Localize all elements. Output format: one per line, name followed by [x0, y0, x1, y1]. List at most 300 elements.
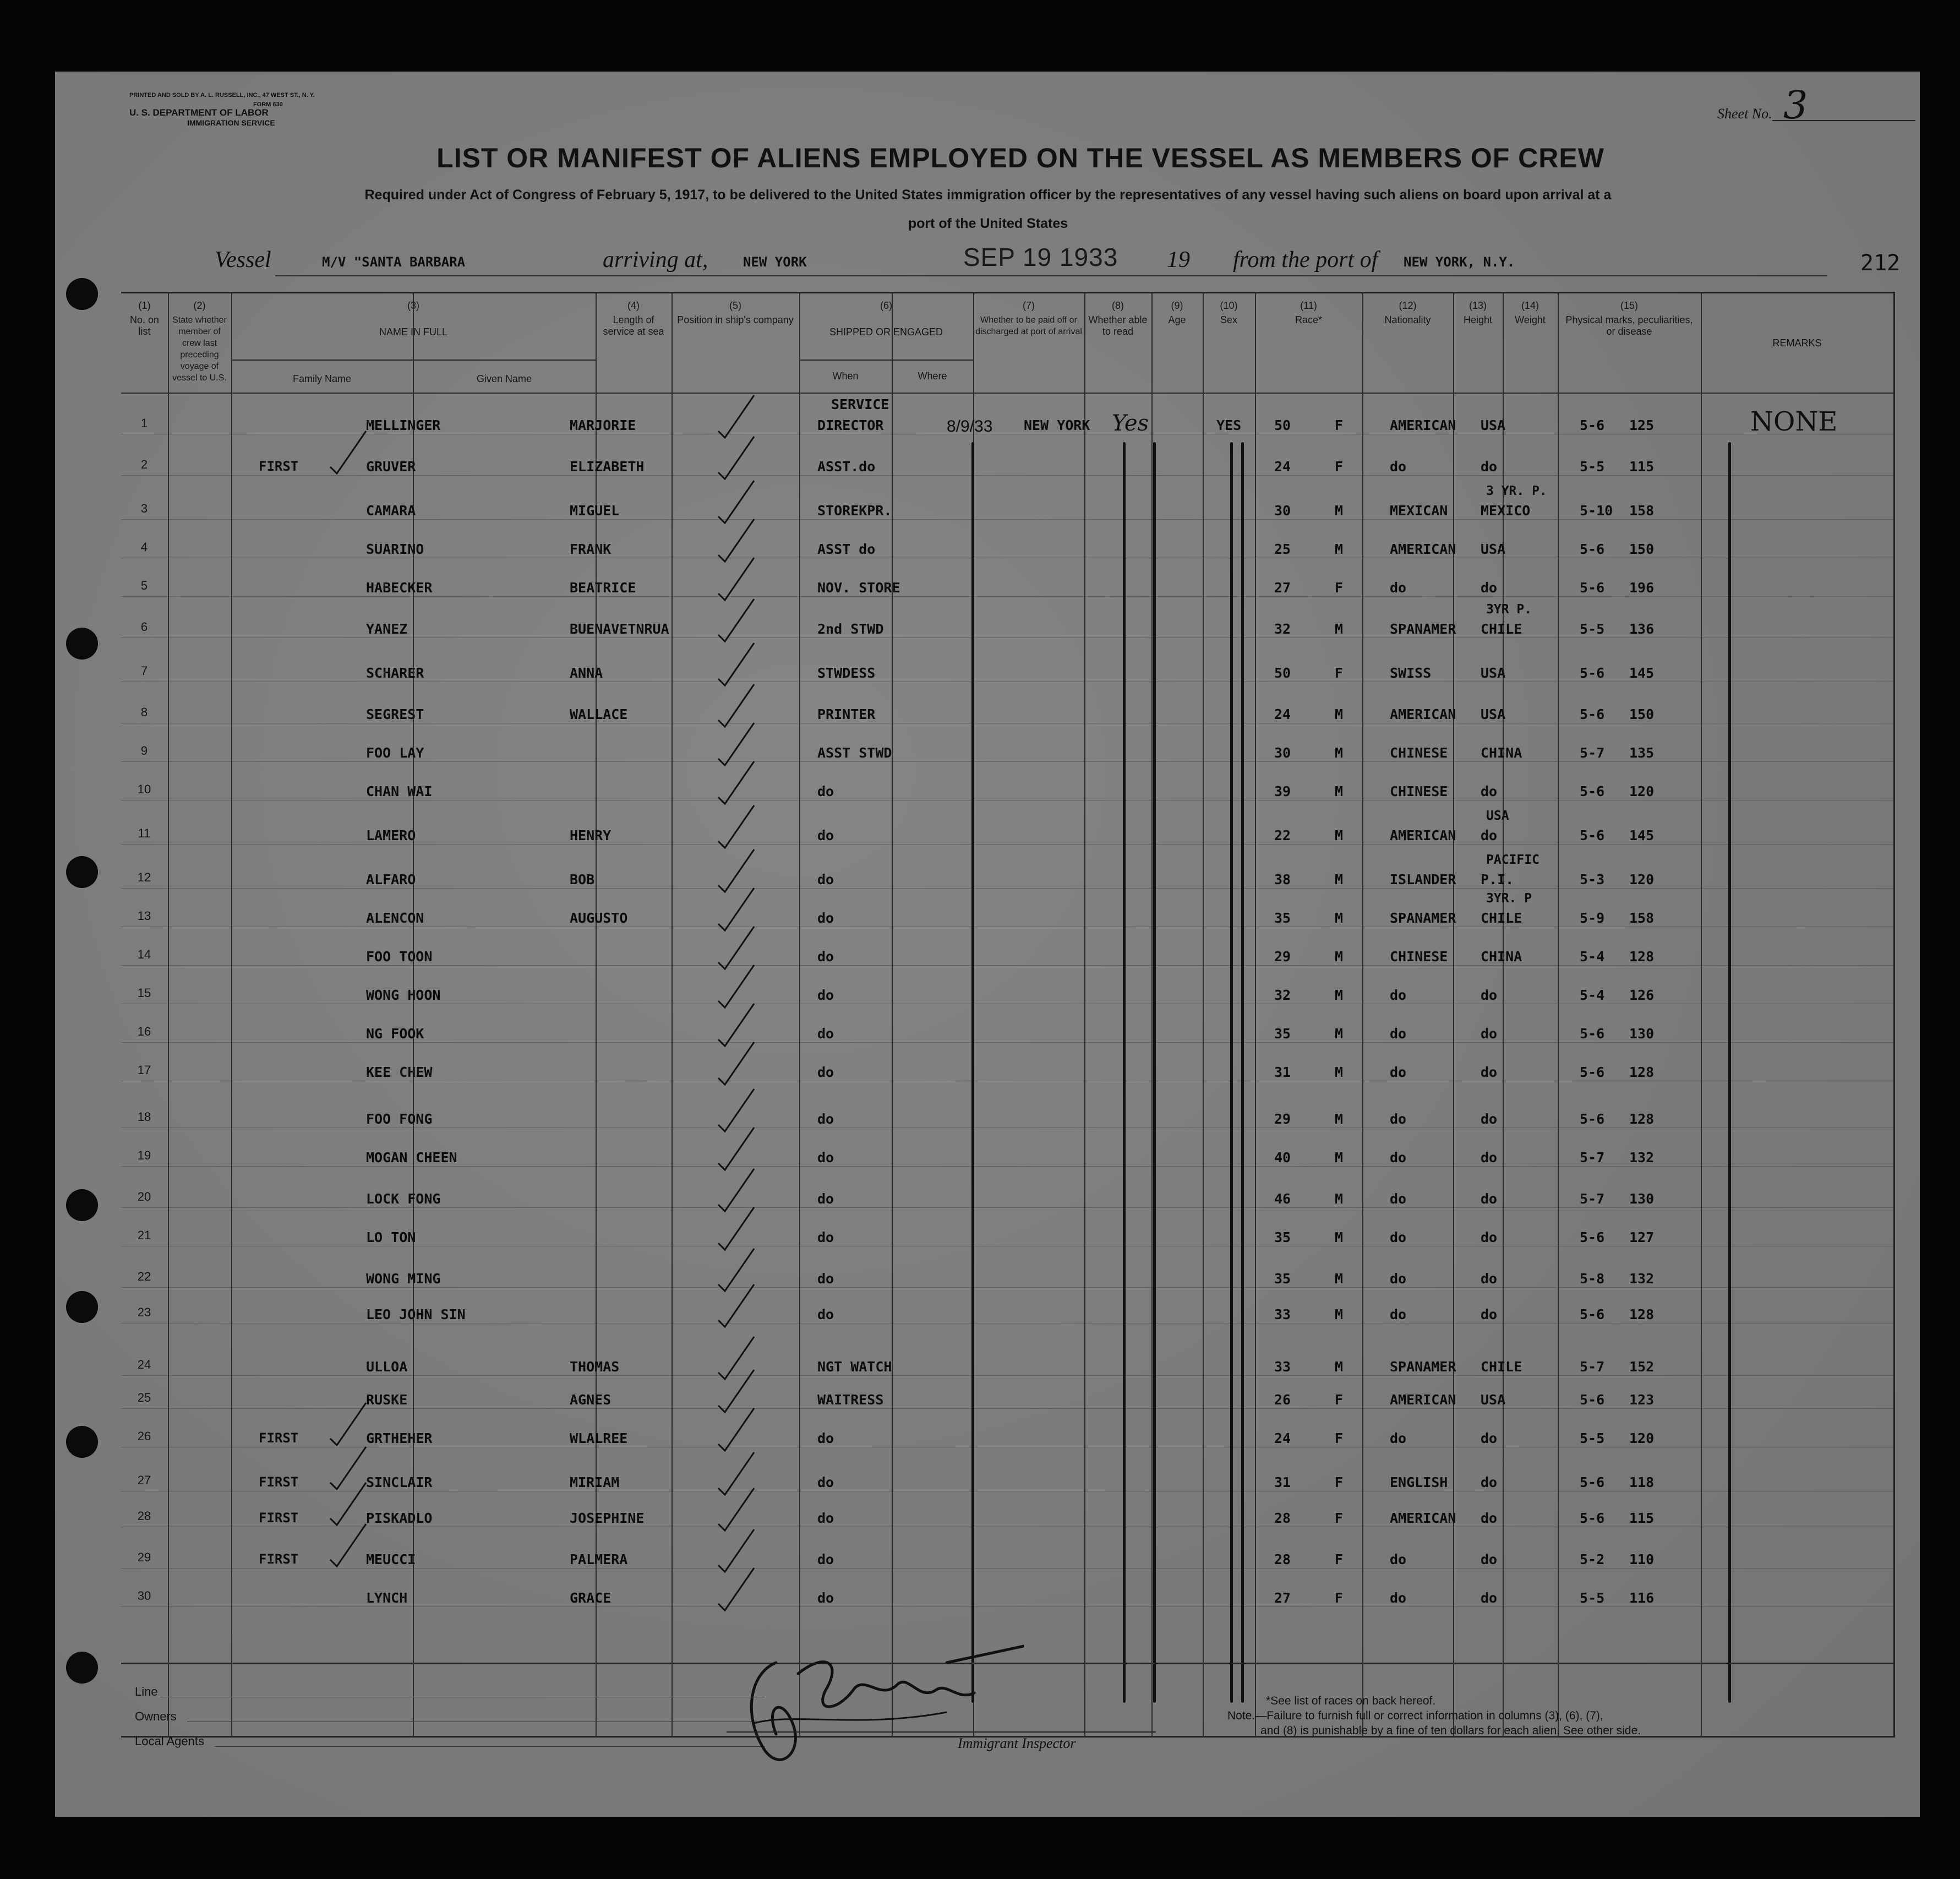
row-rule — [121, 1042, 1893, 1043]
age-cell: 24 — [1274, 459, 1291, 475]
weight-cell: 132 — [1629, 1271, 1655, 1287]
weight-cell: 158 — [1629, 503, 1655, 519]
height-cell: 5-8 — [1580, 1271, 1605, 1287]
row-number: 21 — [137, 1228, 151, 1242]
row-number: 20 — [137, 1190, 151, 1203]
height-cell: 5-7 — [1580, 745, 1605, 761]
age-cell: 30 — [1274, 503, 1291, 519]
age-cell: 24 — [1274, 1430, 1291, 1446]
given-name-cell: BEATRICE — [570, 580, 636, 596]
penalty-note-1: Note.—Failure to furnish full or correct information in columns (3), (6), (7), — [1227, 1709, 1603, 1722]
race-cell: AMERICAN — [1390, 1510, 1456, 1526]
sex-cell: M — [1335, 1306, 1344, 1322]
nationality-cell: USA — [1481, 417, 1506, 433]
position-cell: ASST do — [817, 541, 876, 557]
row-number: 3 — [140, 502, 148, 515]
sheet-number: 3 — [1783, 83, 1808, 128]
col-length-of-service-header: Length of service at sea — [603, 314, 664, 337]
height-cell: 5-6 — [1580, 706, 1605, 722]
sheet-label: Sheet No. — [1717, 106, 1772, 122]
physical-marks-cell: NONE — [1750, 406, 1838, 437]
checkmark-icon — [713, 1406, 757, 1455]
row-rule — [121, 888, 1893, 889]
height-cell: 5-6 — [1580, 1111, 1605, 1127]
given-name-cell: JOSEPHINE — [570, 1510, 645, 1526]
position-cell: ASST.do — [817, 459, 876, 475]
family-name-cell: ULLOA — [366, 1359, 408, 1375]
col-shipped-number: (6) — [880, 300, 892, 311]
race-cell: MEXICAN — [1390, 503, 1448, 519]
weight-cell: 118 — [1629, 1474, 1655, 1490]
position-cell: STOREKPR. — [817, 503, 892, 519]
shipped-where-cell: NEW YORK — [1024, 417, 1090, 433]
row-number: 17 — [137, 1063, 151, 1077]
previous-voyage-cell: FIRST — [259, 1551, 299, 1567]
sex-cell: M — [1335, 1191, 1344, 1207]
row-number: 10 — [137, 782, 151, 796]
shipped-when-cell: 8/9/33 — [947, 417, 993, 435]
nationality-cell: do — [1481, 783, 1498, 799]
position-cell: do — [817, 1150, 834, 1165]
punch-hole — [66, 628, 98, 660]
height-cell: 5-4 — [1580, 949, 1605, 965]
height-cell: 5-5 — [1580, 621, 1605, 637]
shipped-where-header: Where — [918, 371, 947, 382]
sex-cell: M — [1335, 872, 1344, 887]
sex-cell: M — [1335, 1229, 1344, 1245]
weight-cell: 128 — [1629, 1111, 1655, 1127]
col-weight-number: (14) — [1521, 300, 1539, 311]
row-rule — [121, 1408, 1893, 1409]
row-rule — [121, 475, 1893, 476]
height-cell: 5-6 — [1580, 1510, 1605, 1526]
weight-cell: 136 — [1629, 621, 1655, 637]
age-cell: 50 — [1274, 665, 1291, 681]
height-cell: 5-7 — [1580, 1191, 1605, 1207]
height-cell: 5-6 — [1580, 783, 1605, 799]
col-sex-number: (10) — [1220, 300, 1238, 311]
col-paid-off-header: Whether to be paid off or discharged at port of arrival — [975, 315, 1082, 336]
sex-cell: F — [1335, 665, 1344, 681]
family-name-cell: FOO TOON — [366, 949, 433, 965]
weight-cell: 125 — [1629, 417, 1655, 433]
row-number: 2 — [140, 458, 148, 471]
weight-cell: 123 — [1629, 1392, 1655, 1408]
column-divider — [1255, 293, 1256, 1736]
nationality-cell: USA — [1481, 541, 1506, 557]
race-cell: do — [1390, 1306, 1407, 1322]
row-number: 29 — [137, 1550, 151, 1564]
column-divider — [671, 293, 673, 1736]
from-port-label: from the port of — [1233, 247, 1378, 273]
family-name-cell: SUARINO — [366, 541, 424, 557]
family-name-cell: LEO JOHN SIN — [366, 1306, 466, 1322]
height-cell: 5-6 — [1580, 827, 1605, 843]
family-name-cell: GRTHEHER — [366, 1430, 433, 1446]
given-name-cell: MIRIAM — [570, 1474, 620, 1490]
height-cell: 5-5 — [1580, 1430, 1605, 1446]
sex-cell: M — [1335, 1359, 1344, 1375]
col-previous-voyage-number: (2) — [193, 300, 206, 311]
height-cell: 5-6 — [1580, 1229, 1605, 1245]
race-cell: do — [1390, 459, 1407, 475]
nationality-cell: USA — [1481, 665, 1506, 681]
col-name-number: (3) — [407, 300, 419, 311]
race-cell: AMERICAN — [1390, 827, 1456, 843]
weight-cell: 120 — [1629, 1430, 1655, 1446]
age-cell: 50 — [1274, 417, 1291, 433]
agents-underline — [215, 1746, 765, 1747]
weight-cell: 126 — [1629, 987, 1655, 1003]
column-divider — [1203, 293, 1204, 1736]
row-rule — [121, 1287, 1893, 1288]
sex-cell: M — [1335, 1111, 1344, 1127]
family-name-cell: CAMARA — [366, 503, 416, 519]
col-no-header: No. on list — [129, 314, 160, 337]
age-cell: 35 — [1274, 1229, 1291, 1245]
row-rule — [121, 1323, 1893, 1324]
race-cell: do — [1390, 1430, 1407, 1446]
signature-text — [826, 1668, 951, 1693]
age-cell: 33 — [1274, 1306, 1291, 1322]
sex-cell: M — [1335, 745, 1344, 761]
col-nationality-number: (12) — [1399, 300, 1417, 311]
age-cell: 26 — [1274, 1392, 1291, 1408]
checkmark-icon — [713, 1282, 757, 1331]
ditto-line — [1241, 442, 1244, 1703]
from-port: NEW YORK, N.Y. — [1404, 254, 1515, 270]
vessel-label: Vessel — [215, 247, 271, 273]
form-number: FORM 630 — [253, 101, 283, 108]
row-number: 19 — [137, 1148, 151, 1162]
race-cell: do — [1390, 1229, 1407, 1245]
position-cell: do — [817, 1271, 834, 1287]
col-marks-header: Physical marks, peculiarities, or disease — [1565, 314, 1693, 337]
col-length-of-service-number: (4) — [627, 300, 640, 311]
crew-table — [121, 292, 1895, 1738]
weight-cell: 158 — [1629, 910, 1655, 926]
age-cell: 27 — [1274, 580, 1291, 596]
weight-cell: 110 — [1629, 1551, 1655, 1567]
row-rule — [121, 596, 1893, 597]
sex-cell: M — [1335, 987, 1344, 1003]
weight-cell: 128 — [1629, 949, 1655, 965]
vessel-name: M/V "SANTA BARBARA — [322, 254, 466, 270]
race-cell: SPANAMER — [1390, 1359, 1456, 1375]
given-name-cell: MIGUEL — [570, 503, 620, 519]
sex-cell: F — [1335, 1551, 1344, 1567]
checkmark-icon — [713, 1565, 757, 1615]
height-cell: 5-7 — [1580, 1359, 1605, 1375]
inspector-underline — [727, 1731, 1156, 1733]
race-cell: CHINESE — [1390, 745, 1448, 761]
previous-voyage-checkmark-icon — [325, 1400, 369, 1450]
row-rule — [121, 1166, 1893, 1167]
race-cell: ISLANDER — [1390, 872, 1456, 887]
family-name-cell: FOO FONG — [366, 1111, 433, 1127]
row-number: 9 — [140, 744, 148, 758]
punch-hole — [66, 1426, 98, 1458]
row-number: 22 — [137, 1270, 151, 1283]
race-cell: CHINESE — [1390, 783, 1448, 799]
previous-voyage-cell: FIRST — [259, 1430, 299, 1446]
previous-voyage-checkmark-icon — [325, 428, 369, 478]
height-cell: 5-3 — [1580, 872, 1605, 887]
column-divider — [1084, 293, 1085, 1736]
nationality-cell: do — [1481, 1306, 1498, 1322]
manifest-sheet — [55, 72, 1920, 1817]
col-no-number: (1) — [138, 300, 151, 311]
position-cell: do — [817, 1551, 834, 1567]
col-nationality-header: Nationality — [1384, 314, 1431, 325]
department: U. S. DEPARTMENT OF LABOR — [129, 107, 269, 118]
given-name-cell: GRACE — [570, 1590, 612, 1606]
position-line-1: SERVICE — [831, 396, 889, 412]
age-cell: 30 — [1274, 745, 1291, 761]
punch-hole — [66, 856, 98, 888]
row-number: 5 — [140, 579, 148, 592]
family-name-cell: ALENCON — [366, 910, 424, 926]
column-divider — [1701, 293, 1702, 1736]
weight-cell: 120 — [1629, 783, 1655, 799]
family-name-cell: LOCK FONG — [366, 1191, 441, 1207]
height-cell: 5-6 — [1580, 1392, 1605, 1408]
weight-cell: 115 — [1629, 1510, 1655, 1526]
date-stamp: SEP 19 1933 — [963, 243, 1118, 271]
age-cell: 35 — [1274, 1271, 1291, 1287]
family-name-cell: MOGAN CHEEN — [366, 1150, 457, 1165]
row-rule — [121, 965, 1893, 966]
sex-cell: F — [1335, 1510, 1344, 1526]
col-weight-header: Weight — [1515, 314, 1546, 325]
age-cell: 32 — [1274, 987, 1291, 1003]
family-name-cell: WONG HOON — [366, 987, 441, 1003]
col-race-header: Race* — [1295, 314, 1323, 325]
row-number: 15 — [137, 986, 151, 1000]
checkmark-icon — [713, 596, 757, 646]
age-cell: 35 — [1274, 910, 1291, 926]
row-number: 11 — [138, 826, 151, 840]
race-cell: CHINESE — [1390, 949, 1448, 965]
nationality-cell: do — [1481, 1271, 1498, 1287]
nationality-note: USA — [1486, 809, 1509, 823]
weight-cell: 145 — [1629, 827, 1655, 843]
col-sex-header: Sex — [1220, 314, 1238, 325]
weight-cell: 145 — [1629, 665, 1655, 681]
position-cell: do — [817, 1306, 834, 1322]
vessel-underline — [275, 275, 1827, 276]
punch-hole — [66, 1291, 98, 1323]
row-rule — [121, 1375, 1893, 1376]
age-cell: 25 — [1274, 541, 1291, 557]
remarks-header: REMARKS — [1772, 337, 1822, 348]
weight-cell: 196 — [1629, 580, 1655, 596]
nationality-cell: do — [1481, 1150, 1498, 1165]
owners-label: Owners — [135, 1709, 177, 1723]
checkmark-icon — [713, 803, 757, 852]
race-cell: SPANAMER — [1390, 621, 1456, 637]
position-cell: do — [817, 1430, 834, 1446]
subtitle-line-2: port of the United States — [908, 216, 1068, 231]
weight-cell: 130 — [1629, 1191, 1655, 1207]
page-reference: 212 — [1860, 250, 1901, 276]
family-name-cell: LO TON — [366, 1229, 416, 1245]
nationality-cell: USA — [1481, 1392, 1506, 1408]
nationality-note: 3 YR. P. — [1486, 484, 1547, 498]
nationality-cell: MEXICO — [1481, 503, 1531, 519]
weight-cell: 127 — [1629, 1229, 1655, 1245]
sex-cell: F — [1335, 1590, 1344, 1606]
col-age-number: (9) — [1171, 300, 1183, 311]
sex-cell: F — [1335, 459, 1344, 475]
family-name-cell: RUSKE — [366, 1392, 408, 1408]
family-name-cell: YANEZ — [366, 621, 408, 637]
nationality-cell: do — [1481, 1474, 1498, 1490]
sex-cell: M — [1335, 910, 1344, 926]
position-cell: do — [817, 1026, 834, 1042]
age-cell: 31 — [1274, 1064, 1291, 1080]
row-number: 24 — [137, 1358, 151, 1371]
row-number: 8 — [140, 705, 148, 719]
race-cell: AMERICAN — [1390, 706, 1456, 722]
age-cell: 31 — [1274, 1474, 1291, 1490]
position-cell: do — [817, 827, 834, 843]
nationality-cell: do — [1481, 1430, 1498, 1446]
given-name-cell: AGNES — [570, 1392, 612, 1408]
row-number: 28 — [137, 1509, 151, 1523]
penalty-note-2: and (8) is punishable by a fine of ten dollars for each alien. See other side. — [1260, 1724, 1641, 1737]
family-name-cell: NG FOOK — [366, 1026, 424, 1042]
sex-cell: M — [1335, 827, 1344, 843]
weight-cell: 128 — [1629, 1064, 1655, 1080]
family-name-cell: GRUVER — [366, 459, 416, 475]
punch-hole — [66, 1652, 98, 1684]
sex-cell: F — [1335, 1430, 1344, 1446]
ditto-line — [1728, 442, 1731, 1703]
family-name-cell: LAMERO — [366, 827, 416, 843]
previous-voyage-cell: FIRST — [259, 459, 299, 474]
sex-cell: M — [1335, 621, 1344, 637]
checkmark-icon — [713, 759, 757, 808]
family-name-cell: MEUCCI — [366, 1551, 416, 1567]
row-rule — [121, 1606, 1893, 1607]
col-height-header: Height — [1463, 314, 1493, 325]
row-number: 18 — [137, 1110, 151, 1124]
race-cell: AMERICAN — [1390, 1392, 1456, 1408]
row-number: 1 — [140, 416, 148, 430]
position-cell: do — [817, 1191, 834, 1207]
position-cell: do — [817, 987, 834, 1003]
nationality-cell: do — [1481, 1590, 1498, 1606]
weight-cell: 132 — [1629, 1150, 1655, 1165]
column-divider — [168, 293, 169, 1736]
row-number: 7 — [140, 664, 148, 678]
position-cell: do — [817, 910, 834, 926]
position-cell: PRINTER — [817, 706, 876, 722]
race-cell: SWISS — [1390, 665, 1432, 681]
age-cell: 38 — [1274, 872, 1291, 887]
position-cell: NGT WATCH — [817, 1359, 892, 1375]
row-number: 4 — [140, 540, 148, 554]
sex-cell: M — [1335, 503, 1344, 519]
nationality-cell: do — [1481, 1111, 1498, 1127]
nationality-cell: CHINA — [1481, 949, 1522, 965]
position-cell: do — [817, 872, 834, 887]
row-number: 12 — [137, 870, 151, 884]
family-name-cell: SCHARER — [366, 665, 424, 681]
subheader-rule — [799, 360, 973, 361]
sex-cell: M — [1335, 541, 1344, 557]
race-cell: SPANAMER — [1390, 910, 1456, 926]
given-name-cell: BOB — [570, 872, 595, 887]
race-cell: do — [1390, 1150, 1407, 1165]
height-cell: 5-6 — [1580, 417, 1605, 433]
sex-cell: M — [1335, 949, 1344, 965]
race-cell: do — [1390, 580, 1407, 596]
row-rule — [121, 761, 1893, 762]
given-name-cell: THOMAS — [570, 1359, 620, 1375]
sex-cell: F — [1335, 1392, 1344, 1408]
given-name-cell: PALMERA — [570, 1551, 628, 1567]
family-name-cell: KEE CHEW — [366, 1064, 433, 1080]
row-number: 16 — [137, 1025, 151, 1038]
subtitle-line-1: Required under Act of Congress of February 5, 1917, to be delivered to the United States immigration officer by the representatives of any vessel having such aliens on board upon arrival at a — [364, 187, 1612, 203]
nationality-cell: do — [1481, 1191, 1498, 1207]
given-name-cell: BUENAVETNRUA — [570, 621, 669, 637]
family-name-cell: PISKADLO — [366, 1510, 433, 1526]
position-cell: do — [817, 1111, 834, 1127]
subcolumn-divider — [413, 360, 414, 1736]
position-cell: do — [817, 1474, 834, 1490]
shipped-when-header: When — [832, 371, 859, 382]
nationality-cell: do — [1481, 1551, 1498, 1567]
height-cell: 5-4 — [1580, 987, 1605, 1003]
position-cell: do — [817, 949, 834, 965]
row-rule — [121, 844, 1893, 845]
col-shipped-header: SHIPPED OR ENGAGED — [829, 326, 943, 337]
position-cell: do — [817, 1064, 834, 1080]
nationality-note: 3YR. P — [1486, 891, 1532, 906]
position-cell: do — [817, 1510, 834, 1526]
race-note: *See list of races on back hereof. — [1266, 1695, 1436, 1707]
arriving-port: NEW YORK — [743, 254, 807, 270]
age-cell: 27 — [1274, 1590, 1291, 1606]
col-position-header: Position in ship's company — [677, 314, 794, 325]
family-name-cell: WONG MING — [366, 1271, 441, 1287]
family-name-header: Family Name — [292, 373, 351, 384]
nationality-cell: do — [1481, 580, 1498, 596]
col-position-number: (5) — [729, 300, 741, 311]
given-name-cell: AUGUSTO — [570, 910, 628, 926]
age-cell: 28 — [1274, 1510, 1291, 1526]
height-cell: 5-5 — [1580, 1590, 1605, 1606]
position-cell: do — [817, 1590, 834, 1606]
weight-cell: 152 — [1629, 1359, 1655, 1375]
row-number: 23 — [137, 1305, 151, 1319]
race-cell: do — [1390, 1551, 1407, 1567]
height-cell: 5-6 — [1580, 665, 1605, 681]
sex-cell: M — [1335, 706, 1344, 722]
height-cell: 5-6 — [1580, 580, 1605, 596]
nationality-cell: do — [1481, 1229, 1498, 1245]
given-name-header: Given Name — [476, 373, 532, 384]
age-cell: 32 — [1274, 621, 1291, 637]
row-number: 27 — [137, 1473, 151, 1487]
age-cell: 29 — [1274, 1111, 1291, 1127]
col-marks-number: (15) — [1620, 300, 1638, 311]
weight-cell: 115 — [1629, 459, 1655, 475]
ditto-line — [971, 442, 974, 1703]
